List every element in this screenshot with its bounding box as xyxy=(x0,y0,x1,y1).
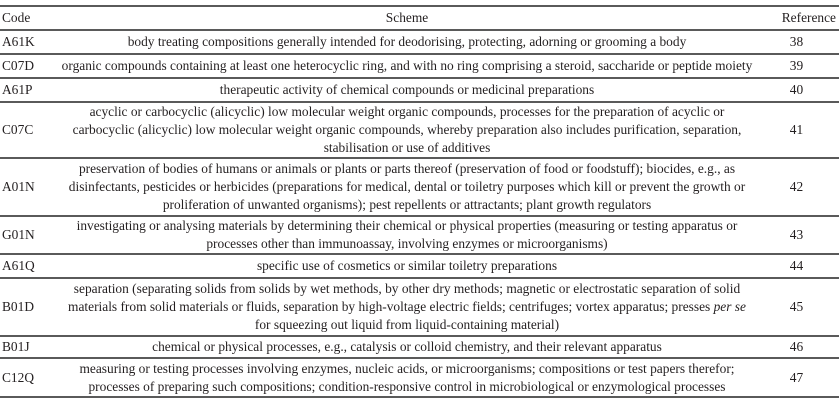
table-row xyxy=(0,78,839,102)
table-row xyxy=(0,158,839,216)
cell-reference: 45 xyxy=(789,299,804,314)
scheme-line: acyclic or carbocyclic (alicyclic) low molecular weight organic compounds, processes for the preparation of acyclic or xyxy=(89,104,725,119)
scheme-line: preservation of bodies of humans or animals or plants or parts thereof (preservation of food or foodstuff); biocides, e.g., as xyxy=(78,161,736,176)
ipc-code-table xyxy=(0,5,839,398)
cell-reference: 40 xyxy=(789,82,804,97)
header-code: Code xyxy=(2,10,31,25)
table-row xyxy=(0,216,839,254)
cell-scheme xyxy=(60,216,754,254)
cell-scheme: specific use of cosmetics or similar toiletry preparations xyxy=(256,258,558,273)
cell-scheme xyxy=(60,278,754,336)
cell-reference: 42 xyxy=(789,179,804,194)
scheme-line: materials from solid materials or fluids, separation by high-voltage electric fields; centrifuges; vortex apparatus; presses xyxy=(68,299,711,314)
cell-code: B01D xyxy=(2,299,34,314)
scheme-line: proliferation of unwanted organisms); pest repellents or attractants; plant growth regulators xyxy=(162,197,652,212)
table-row xyxy=(0,54,839,78)
scheme-line: disinfectants, pesticides or herbicides (preparations for medical, dental or toiletry purposes which kill or prevent the growth or xyxy=(68,179,746,194)
cell-code: A61K xyxy=(2,34,35,49)
cell-scheme xyxy=(60,358,754,397)
cell-code: B01J xyxy=(2,339,30,354)
table-row xyxy=(0,278,839,336)
scheme-line: carbocyclic (alicyclic) low molecular weight organic compounds, whereby preparation also includes purification, separation, xyxy=(72,122,742,137)
table-row xyxy=(0,254,839,278)
cell-code: C12Q xyxy=(2,369,34,385)
cell-scheme: therapeutic activity of chemical compounds or medicinal preparations xyxy=(219,82,595,97)
cell-code: G01N xyxy=(2,227,35,242)
cell-reference: 46 xyxy=(789,339,804,354)
cell-code: A01N xyxy=(2,179,35,194)
table-header-row xyxy=(0,6,839,30)
cell-code: C07C xyxy=(2,122,34,137)
cell-reference: 39 xyxy=(789,58,804,73)
scheme-line: processes of preparing such compositions; condition-responsive control in microbiological or enzymological processes xyxy=(88,378,726,394)
table-row xyxy=(0,102,839,158)
table-row xyxy=(0,336,839,358)
cell-reference: 47 xyxy=(789,369,804,385)
cell-scheme: chemical or physical processes, e.g., catalysis or colloid chemistry, and their relevant apparatus xyxy=(152,339,662,354)
cell-reference: 38 xyxy=(789,34,804,49)
scheme-line: investigating or analysing materials by determining their chemical or physical properties (measuring or testing apparatus or xyxy=(76,218,738,233)
scheme-line: separation (separating solids from solids by wet methods, by other dry methods; magnetic or electrostatic separation of solid xyxy=(73,281,741,296)
cell-reference: 44 xyxy=(789,258,804,273)
cell-code: A61Q xyxy=(2,258,35,273)
cell-code: A61P xyxy=(2,82,33,97)
cell-code: C07D xyxy=(2,58,34,73)
header-scheme: Scheme xyxy=(385,10,429,25)
cell-scheme: body treating compositions generally intended for deodorising, protecting, adorning or grooming a body xyxy=(127,34,687,49)
table-row xyxy=(0,30,839,54)
cell-reference: 43 xyxy=(789,227,804,242)
scheme-line: for squeezing out liquid from liquid-containing material) xyxy=(254,317,560,332)
header-reference: Reference xyxy=(781,10,836,25)
cell-reference: 41 xyxy=(789,122,804,137)
scheme-line: stabilisation or use of additives xyxy=(323,140,491,155)
scheme-line: measuring or testing processes involving enzymes, nucleic acids, or microorganisms; compositions or test papers therefor; xyxy=(79,360,735,376)
cell-scheme: organic compounds containing at least one heterocyclic ring, and with no ring comprising a steroid, saccharide or peptide moiety xyxy=(61,58,753,73)
cell-scheme xyxy=(60,102,754,158)
scheme-line: processes other than immunoassay, involving enzymes or microorganisms) xyxy=(206,236,608,251)
cell-scheme xyxy=(60,158,754,216)
scheme-italic: per se xyxy=(713,299,746,314)
table-row xyxy=(0,358,839,397)
